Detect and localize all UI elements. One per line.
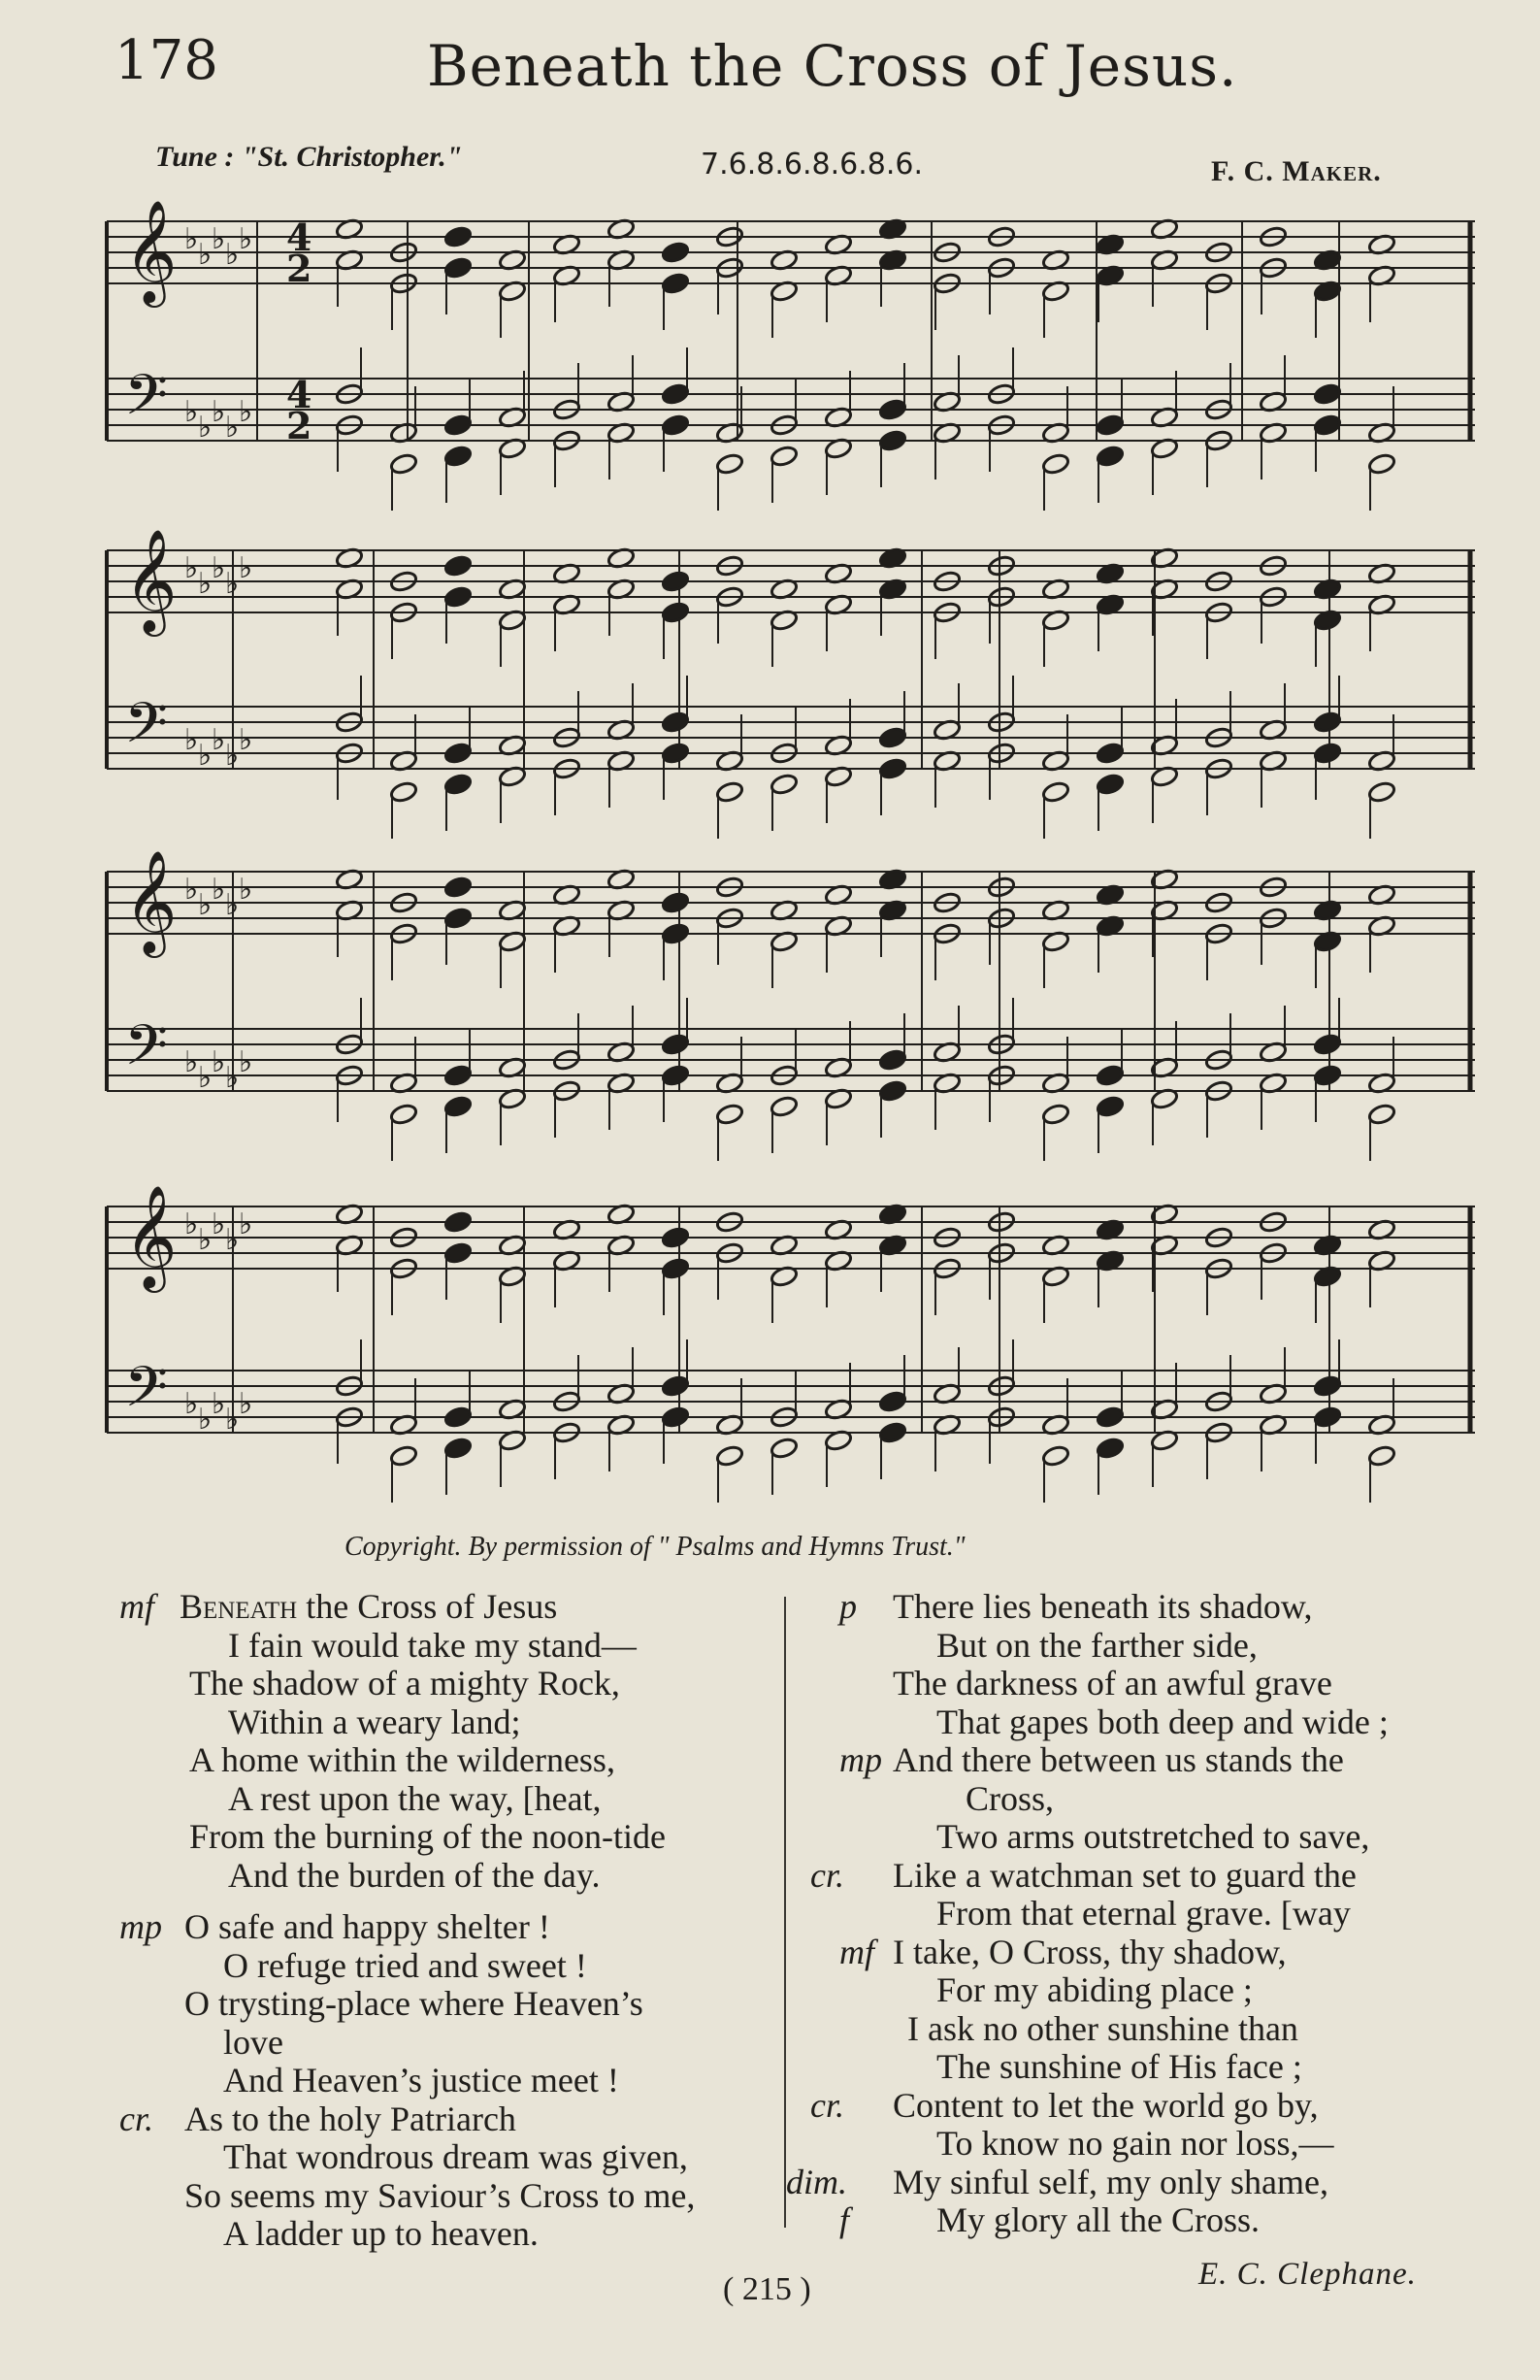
verse-text: So seems my Saviour’s Cross to me, bbox=[184, 2175, 696, 2215]
verse-text: And Heaven’s justice meet ! bbox=[223, 2061, 619, 2099]
verse-first-word: Beneath bbox=[180, 1587, 298, 1626]
note-head bbox=[661, 601, 690, 624]
verse-text: The sunshine of His face ; bbox=[936, 2047, 1302, 2086]
note-head bbox=[443, 1405, 473, 1429]
note-head bbox=[1096, 1064, 1125, 1087]
bass-clef-icon: 𝄢 bbox=[124, 1012, 169, 1092]
note-head bbox=[661, 1374, 690, 1398]
verse-text: I fain would take my stand— bbox=[228, 1625, 637, 1665]
verse-line bbox=[112, 1703, 781, 1742]
note-head bbox=[443, 1241, 473, 1265]
note-head bbox=[1313, 1033, 1342, 1056]
flat-icon: ♭ bbox=[239, 1045, 253, 1079]
verse-line bbox=[796, 2125, 1475, 2164]
flat-icon: ♭ bbox=[184, 723, 199, 757]
dynamic-marking: mf bbox=[119, 1587, 154, 1626]
verse-line bbox=[112, 1818, 781, 1857]
flat-icon: ♭ bbox=[225, 888, 240, 922]
hymn-title: Beneath the Cross of Jesus. bbox=[427, 33, 1238, 99]
note-head bbox=[878, 1421, 907, 1444]
composer-initials: F. C. bbox=[1211, 155, 1274, 187]
note-head bbox=[715, 780, 744, 804]
flat-icon: ♭ bbox=[212, 1207, 226, 1241]
hymn-verses bbox=[0, 1588, 1540, 2267]
note-head bbox=[770, 445, 799, 468]
flat-icon: ♭ bbox=[239, 551, 253, 585]
flat-icon: ♭ bbox=[239, 1207, 253, 1241]
note-head bbox=[1313, 1405, 1342, 1429]
flat-icon: ♭ bbox=[184, 551, 199, 585]
verse-line bbox=[796, 1780, 1475, 1819]
note-head bbox=[443, 742, 473, 765]
hymn-number: 178 bbox=[115, 29, 218, 92]
note-head bbox=[878, 1079, 907, 1103]
verse-line bbox=[112, 1908, 781, 1947]
verse-line bbox=[796, 1627, 1475, 1666]
dynamic-marking: cr. bbox=[119, 2099, 153, 2138]
note-head bbox=[661, 891, 690, 914]
note-head bbox=[1313, 711, 1342, 734]
flat-icon: ♭ bbox=[198, 411, 213, 445]
note-head bbox=[1041, 780, 1070, 804]
note-head bbox=[661, 1257, 690, 1280]
verse-text-rest: the Cross of Jesus bbox=[297, 1587, 558, 1626]
verse-text: O refuge tried and sweet ! bbox=[223, 1945, 587, 1985]
note-head bbox=[661, 1033, 690, 1056]
verse-line bbox=[112, 1588, 781, 1627]
verse-line bbox=[796, 2048, 1475, 2087]
note-head bbox=[443, 256, 473, 280]
note-head bbox=[1041, 1444, 1070, 1468]
verse-line bbox=[796, 1703, 1475, 1742]
flat-icon: ♭ bbox=[239, 723, 253, 757]
note-head bbox=[443, 1064, 473, 1087]
flat-icon: ♭ bbox=[198, 567, 213, 601]
note-head bbox=[389, 452, 418, 476]
note-head bbox=[1367, 780, 1396, 804]
verse-line bbox=[112, 2024, 781, 2063]
treble-clef-icon: 𝄞 bbox=[124, 849, 178, 953]
note-head bbox=[661, 922, 690, 945]
score-systems bbox=[107, 199, 1475, 1503]
flat-icon: ♭ bbox=[184, 1387, 199, 1421]
dynamic-marking: f bbox=[839, 2200, 850, 2239]
verse-text: A home within the wilderness, bbox=[189, 1740, 615, 1779]
flat-icon: ♭ bbox=[198, 739, 213, 773]
note-head bbox=[443, 413, 473, 437]
verse-line bbox=[112, 1627, 781, 1666]
verse-text: Within a weary land; bbox=[228, 1702, 521, 1741]
treble-clef-icon: 𝄞 bbox=[124, 528, 178, 632]
flat-icon: ♭ bbox=[239, 1387, 253, 1421]
dynamic-marking: mp bbox=[119, 1907, 162, 1946]
note-head bbox=[1313, 413, 1342, 437]
flat-icon: ♭ bbox=[225, 1403, 240, 1437]
note-head bbox=[389, 1103, 418, 1126]
verse-text: Content to let the world go by, bbox=[893, 2085, 1319, 2125]
verses-right-column bbox=[786, 1587, 1475, 2240]
bass-clef-icon: 𝄢 bbox=[124, 690, 169, 770]
verse-text bbox=[180, 1588, 557, 1627]
note-head bbox=[443, 554, 473, 578]
verse-text: That gapes both deep and wide ; bbox=[936, 1702, 1389, 1741]
note-head bbox=[1096, 1437, 1125, 1460]
flat-icon: ♭ bbox=[198, 238, 213, 272]
verse-text: O trysting-place where Heaven’s bbox=[184, 1984, 643, 2023]
verse-text: Two arms outstretched to save, bbox=[936, 1817, 1370, 1856]
note-head bbox=[661, 1405, 690, 1429]
note-head bbox=[1096, 413, 1125, 437]
note-head bbox=[1096, 1405, 1125, 1429]
note-head bbox=[1367, 452, 1396, 476]
flat-icon: ♭ bbox=[225, 1061, 240, 1095]
note-head bbox=[443, 773, 473, 796]
dynamic-marking: dim. bbox=[786, 2162, 847, 2201]
flat-icon: ♭ bbox=[184, 222, 199, 256]
verses-left-column bbox=[112, 1588, 781, 2254]
verse-text: That wondrous dream was given, bbox=[223, 2137, 688, 2176]
verse-text: And there between us stands the bbox=[893, 1740, 1344, 1779]
note-head bbox=[443, 225, 473, 248]
page-number: ( 215 ) bbox=[723, 2271, 811, 2307]
note-head bbox=[1313, 1374, 1342, 1398]
composer-surname: Maker. bbox=[1282, 155, 1382, 187]
note-head bbox=[1096, 742, 1125, 765]
verse-line bbox=[786, 2162, 1475, 2202]
flat-icon: ♭ bbox=[239, 873, 253, 907]
flat-icon: ♭ bbox=[225, 1223, 240, 1257]
note-head bbox=[715, 1444, 744, 1468]
verse-text: But on the farther side, bbox=[936, 1625, 1258, 1665]
verse-text: There lies beneath its shadow, bbox=[893, 1587, 1313, 1626]
verse-text: Like a watchman set to guard the bbox=[893, 1855, 1357, 1895]
flat-icon: ♭ bbox=[198, 1403, 213, 1437]
author: E. C. Clephane. bbox=[1198, 2257, 1417, 2292]
flat-icon: ♭ bbox=[225, 567, 240, 601]
note-head bbox=[1096, 445, 1125, 468]
verse-line bbox=[796, 1857, 1475, 1896]
note-head bbox=[443, 1095, 473, 1118]
verse-text: I take, O Cross, thy shadow, bbox=[893, 1932, 1287, 1971]
verse-text: A ladder up to heaven. bbox=[223, 2214, 539, 2253]
note-head bbox=[1041, 452, 1070, 476]
note-head bbox=[1313, 1064, 1342, 1087]
flat-icon: ♭ bbox=[225, 411, 240, 445]
note-head bbox=[661, 413, 690, 437]
verse-line bbox=[796, 1818, 1475, 1857]
time-signature-bottom: 2 bbox=[286, 404, 312, 447]
verse-line bbox=[112, 2177, 781, 2216]
verse-line bbox=[112, 2215, 781, 2254]
note-head bbox=[661, 272, 690, 295]
note-head bbox=[1367, 1444, 1396, 1468]
verse-text: And the burden of the day. bbox=[228, 1855, 601, 1895]
note-head bbox=[443, 907, 473, 930]
verse-line bbox=[112, 1985, 781, 2024]
note-head bbox=[661, 711, 690, 734]
note-head bbox=[878, 429, 907, 452]
note-head bbox=[1096, 1095, 1125, 1118]
flat-icon: ♭ bbox=[198, 1061, 213, 1095]
verse-text: The shadow of a mighty Rock, bbox=[189, 1664, 620, 1702]
flat-icon: ♭ bbox=[225, 238, 240, 272]
note-head bbox=[661, 570, 690, 593]
verse-line bbox=[796, 1971, 1475, 2010]
verse-text: love bbox=[223, 2022, 283, 2062]
tune-name: Tune : "St. Christopher." bbox=[155, 141, 463, 173]
note-head bbox=[1367, 1103, 1396, 1126]
verse-line bbox=[796, 1895, 1475, 1934]
note-head bbox=[878, 1048, 907, 1072]
flat-icon: ♭ bbox=[212, 873, 226, 907]
verse-text: From the burning of the noon-tide bbox=[189, 1817, 666, 1856]
note-head bbox=[661, 382, 690, 406]
verse-line bbox=[112, 1741, 781, 1780]
flat-icon: ♭ bbox=[212, 1387, 226, 1421]
note-head bbox=[1313, 382, 1342, 406]
flat-icon: ♭ bbox=[184, 873, 199, 907]
flat-icon: ♭ bbox=[225, 739, 240, 773]
verse-text: A rest upon the way, [heat, bbox=[228, 1778, 602, 1818]
note-head bbox=[443, 1437, 473, 1460]
verse-line bbox=[796, 2087, 1475, 2126]
note-head bbox=[1041, 1103, 1070, 1126]
note-head bbox=[443, 876, 473, 899]
verse-line bbox=[112, 2100, 781, 2139]
meter: 7.6.8.6.8.6.8.6. bbox=[701, 148, 923, 182]
verse-line bbox=[796, 2201, 1475, 2240]
note-head bbox=[1313, 742, 1342, 765]
note-head bbox=[715, 452, 744, 476]
flat-icon: ♭ bbox=[239, 395, 253, 429]
bass-clef-icon: 𝄢 bbox=[124, 362, 169, 442]
flat-icon: ♭ bbox=[198, 888, 213, 922]
verse-text: O safe and happy shelter ! bbox=[184, 1907, 550, 1946]
note-head bbox=[443, 445, 473, 468]
flat-icon: ♭ bbox=[212, 222, 226, 256]
treble-clef-icon: 𝄞 bbox=[124, 1184, 178, 1288]
verse-text: The darkness of an awful grave bbox=[893, 1664, 1332, 1702]
verse-text: My glory all the Cross. bbox=[936, 2200, 1260, 2239]
verse-text: As to the holy Patriarch bbox=[184, 2099, 516, 2138]
note-head bbox=[443, 1210, 473, 1234]
verse-line bbox=[112, 1780, 781, 1819]
note-head bbox=[661, 1226, 690, 1249]
note-head bbox=[770, 1437, 799, 1460]
verse-text: To know no gain nor loss,— bbox=[936, 2124, 1334, 2163]
time-signature-bottom: 2 bbox=[286, 247, 312, 290]
verse-line bbox=[796, 2010, 1475, 2049]
flat-icon: ♭ bbox=[212, 723, 226, 757]
dynamic-marking: cr. bbox=[810, 2085, 844, 2125]
bass-clef-icon: 𝄢 bbox=[124, 1354, 169, 1434]
flat-icon: ♭ bbox=[184, 1045, 199, 1079]
copyright-notice: Copyright. By permission of " Psalms and Hymns Trust." bbox=[344, 1532, 966, 1562]
flat-icon: ♭ bbox=[239, 222, 253, 256]
verse-line bbox=[112, 1665, 781, 1703]
verse-line bbox=[796, 1665, 1475, 1703]
verse-text: I ask no other sunshine than bbox=[907, 2008, 1298, 2048]
verse-line bbox=[112, 1857, 781, 1896]
dynamic-marking: mp bbox=[839, 1740, 882, 1779]
verse-line bbox=[796, 1741, 1475, 1780]
note-head bbox=[389, 1444, 418, 1468]
flat-icon: ♭ bbox=[212, 395, 226, 429]
flat-icon: ♭ bbox=[198, 1223, 213, 1257]
flat-icon: ♭ bbox=[212, 551, 226, 585]
time-signature-top: 4 bbox=[286, 373, 312, 416]
time-signature-top: 4 bbox=[286, 215, 312, 259]
note-head bbox=[878, 726, 907, 749]
verse-line bbox=[112, 1947, 781, 1986]
dynamic-marking: cr. bbox=[810, 1855, 844, 1895]
verse-line bbox=[796, 1934, 1475, 1972]
verse-text: From that eternal grave. [way bbox=[936, 1894, 1351, 1933]
verse-text: Cross, bbox=[966, 1778, 1055, 1818]
treble-clef-icon: 𝄞 bbox=[124, 199, 178, 303]
verse-line bbox=[112, 2062, 781, 2100]
note-head bbox=[443, 585, 473, 609]
verse-line bbox=[112, 2138, 781, 2177]
note-head bbox=[878, 1390, 907, 1413]
note-head bbox=[770, 773, 799, 796]
verse-line bbox=[796, 1588, 1475, 1627]
verse-text: For my abiding place ; bbox=[936, 1970, 1253, 2009]
dynamic-marking: p bbox=[839, 1587, 857, 1626]
flat-icon: ♭ bbox=[184, 1207, 199, 1241]
note-head bbox=[1096, 773, 1125, 796]
note-head bbox=[661, 241, 690, 264]
verse-text: My sinful self, my only shame, bbox=[893, 2162, 1328, 2201]
dynamic-marking: mf bbox=[839, 1932, 874, 1971]
note-head bbox=[770, 1095, 799, 1118]
note-head bbox=[878, 757, 907, 780]
note-head bbox=[661, 742, 690, 765]
note-head bbox=[661, 1064, 690, 1087]
flat-icon: ♭ bbox=[212, 1045, 226, 1079]
note-head bbox=[878, 398, 907, 421]
note-head bbox=[389, 780, 418, 804]
flat-icon: ♭ bbox=[184, 395, 199, 429]
note-head bbox=[715, 1103, 744, 1126]
